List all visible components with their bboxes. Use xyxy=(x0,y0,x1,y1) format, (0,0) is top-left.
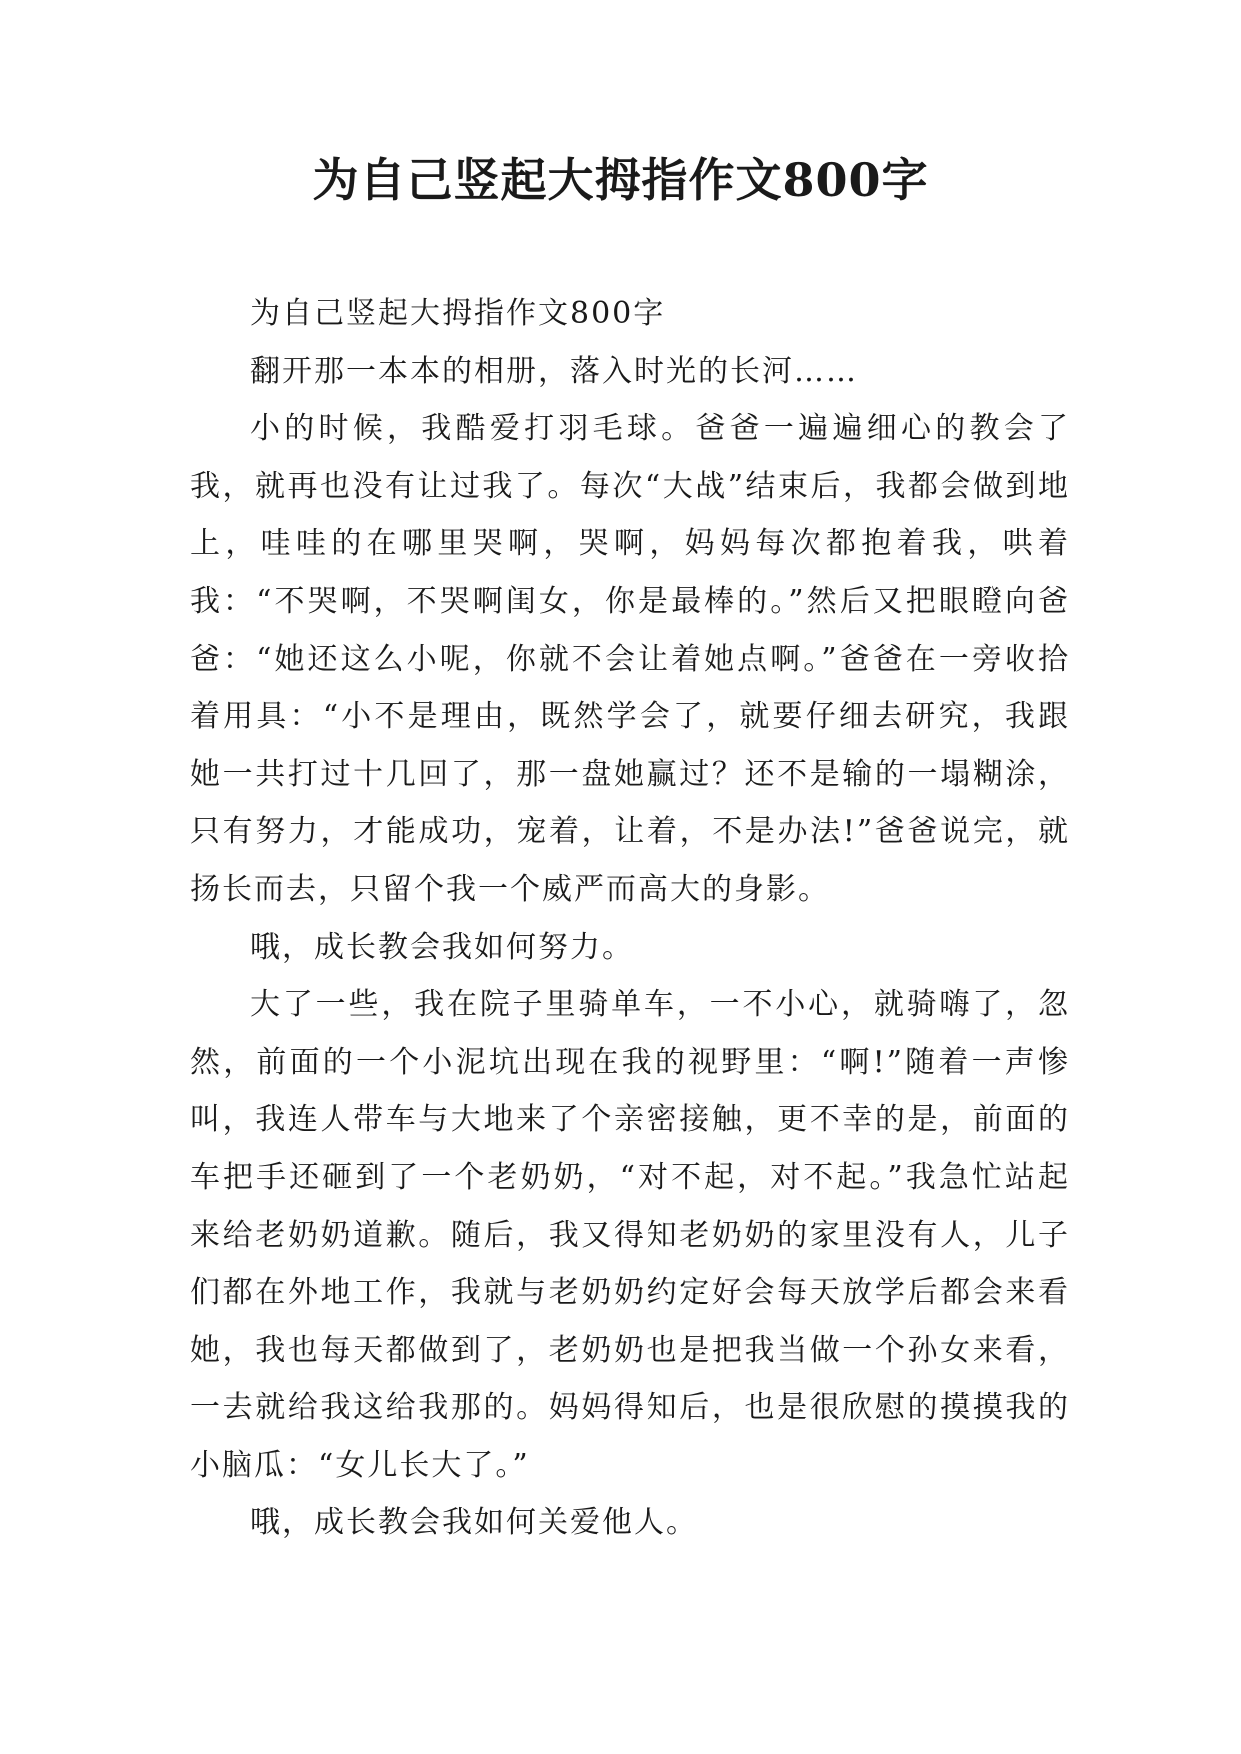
paragraph-lesson-effort: 哦，成长教会我如何努力。 xyxy=(250,929,634,965)
paragraph-badminton: 小的时候，我酷爱打羽毛球。爸爸一遍遍细心的教会了我，就再也没有让过我了。每次“大战”结束后，我都会做到地上，哇哇的在哪里哭啊，哭啊，妈妈每次都抱着我，哄着我：“不哭啊，不哭啊闺女，你是最棒的。”然后又把眼瞪向爸爸：“她还这么小呢，你就不会让着她点啊。”爸爸在一旁收拾着用具：“小不是理由，既然学会了，就要仔细去研究，我跟她一共打过十几回了，那一盘她赢过？还不是输的一塌糊涂，只有努力，才能成功，宠着，让着，不是办法!”爸爸说完，就扬长而去，只留个我一个威严而高大的身影。 xyxy=(190,411,1070,907)
document-body xyxy=(190,285,1070,1552)
paragraph-bicycle: 大了一些，我在院子里骑单车，一不小心，就骑嗨了，忽然，前面的一个小泥坑出现在我的视野里：“啊!”随着一声惨叫，我连人带车与大地来了个亲密接触，更不幸的是，前面的车把手还砸到了一个老奶奶，“对不起，对不起。”我急忙站起来给老奶奶道歉。随后，我又得知老奶奶的家里没有人，儿子们都在外地工作，我就与老奶奶约定好会每天放学后都会来看她，我也每天都做到了，老奶奶也是把我当做一个孙女来看，一去就给我这给我那的。妈妈得知后，也是很欣慰的摸摸我的小脑瓜：“女儿长大了。” xyxy=(190,987,1070,1483)
paragraph-subtitle: 为自己竖起大拇指作文800字 xyxy=(250,296,666,331)
paragraph-intro: 翻开那一本本的相册，落入时光的长河…… xyxy=(250,353,858,389)
paragraph-lesson-caring: 哦，成长教会我如何关爱他人。 xyxy=(250,1505,698,1541)
document-title: 为自己竖起大拇指作文800字 xyxy=(312,153,929,207)
